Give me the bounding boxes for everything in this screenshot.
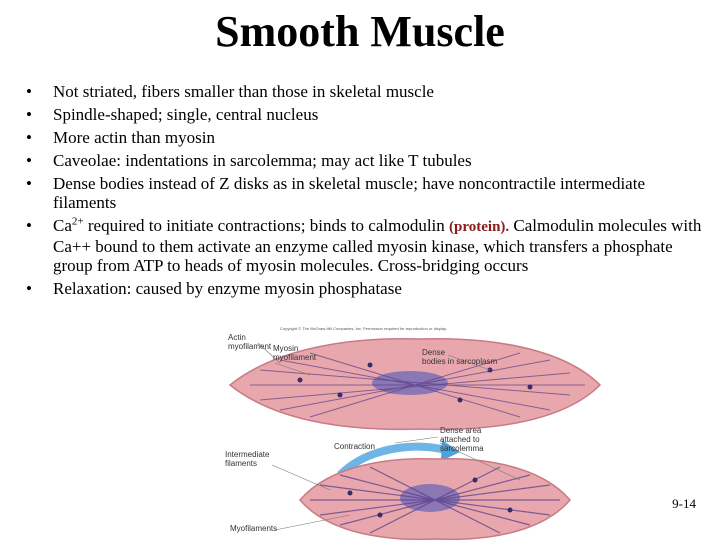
bullet-text: Dense bodies instead of Z disks as in skeletal muscle; have noncontractile intermediate filaments [53,174,645,212]
slide-title: Smooth Muscle [215,7,505,56]
label-dense-area: Dense area attached to sarcolemma [440,426,484,453]
label-actin: Actin myofilament [228,333,272,351]
bullet-text: Caveolae: indentations in sarcolemma; may act like T tubules [53,151,472,170]
bullet-text: Spindle-shaped; single, central nucleus [53,105,319,124]
page-number: 9-14 [672,496,696,511]
bullet-item [24,151,704,170]
bullet-item [24,128,704,147]
label-intermediate: Intermediate filaments [225,450,270,468]
label-dense-bodies: Dense bodies in sarcoplasm [422,348,498,366]
superscript: 2+ [71,215,84,228]
bullet-item [24,279,704,298]
bullet-list [24,82,704,302]
label-myofilaments: Myofilaments [230,524,278,533]
bullet-text: More actin than myosin [53,128,215,147]
label-myosin: Myosin myofilament [273,344,317,362]
bullet-item [24,174,704,212]
bullet-text: Calmodulin molecules with Ca++ bound to them activate an enzyme called myosin kinase, which transfers a phosphate group from ATP to heads of myosin molecules. Cross-bridging occurs [53,216,702,275]
bullet-item [24,216,704,275]
bullet-text: Not striated, fibers smaller than those in skeletal muscle [53,82,434,101]
protein-note: (protein). [449,219,510,235]
figure-copyright: Copyright © The McGraw-Hill Companies, Inc. Permission required for reproduction or display. [280,326,447,331]
bullet-item [24,82,704,101]
bullet-text-ca: Ca [53,216,72,235]
bullet-item [24,105,704,124]
bullet-text: required to initiate contractions; binds to calmodulin [83,216,450,235]
label-contraction: Contraction [334,442,375,451]
bullet-text: Relaxation: caused by enzyme myosin phosphatase [53,279,402,298]
